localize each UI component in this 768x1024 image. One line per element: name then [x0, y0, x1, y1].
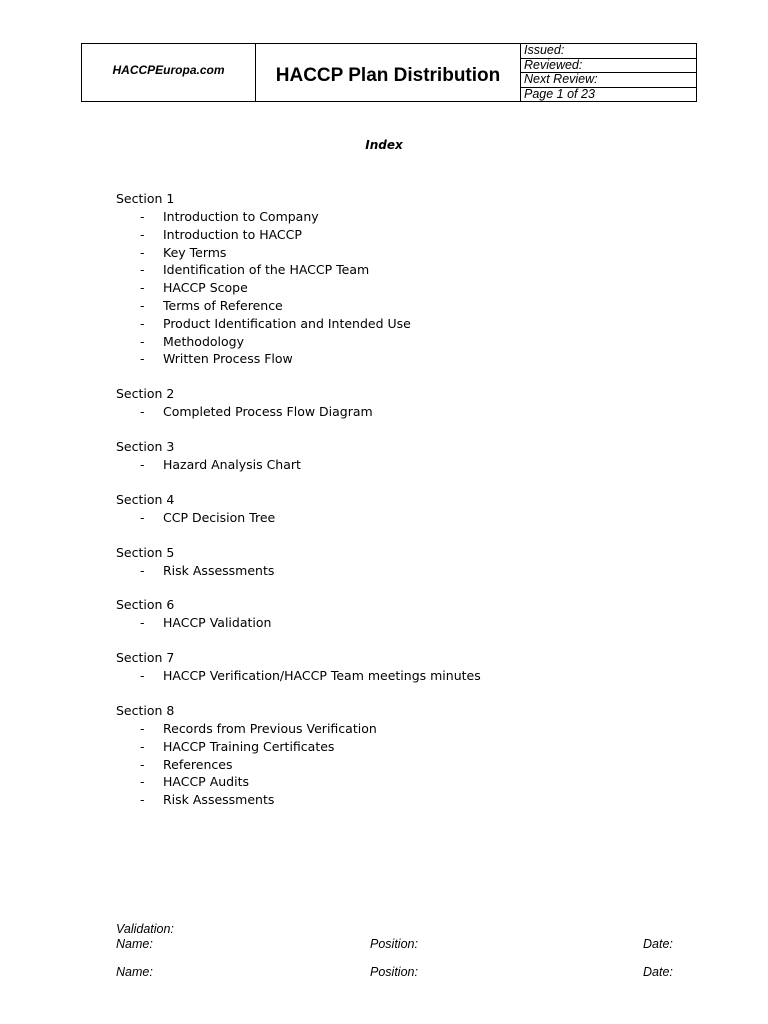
index-item: [116, 509, 676, 527]
bullet-dash: -: [140, 509, 145, 525]
document-title: HACCP Plan Distribution: [256, 44, 521, 101]
section-title: Section 7: [116, 650, 175, 666]
bullet-dash: -: [140, 226, 145, 242]
signature-row: [116, 937, 676, 952]
index-item-label: Methodology: [163, 333, 244, 349]
index-item: [116, 350, 676, 368]
section-title: Section 5: [116, 544, 175, 560]
section-title: Section 6: [116, 597, 175, 613]
index-item: [116, 279, 676, 297]
name-label: Name:: [116, 965, 153, 979]
index-item-label: Key Terms: [163, 244, 227, 260]
index-item: [116, 791, 676, 809]
index-item-label: HACCP Validation: [163, 615, 272, 631]
index-section: [116, 491, 676, 527]
index-item: [116, 261, 676, 279]
position-label: Position:: [370, 937, 418, 951]
index-item-label: Records from Previous Verification: [163, 720, 377, 736]
date-label: Date:: [643, 965, 673, 979]
index-item: [116, 226, 676, 244]
index-item: [116, 208, 676, 226]
index-item-label: Introduction to HACCP: [163, 226, 302, 242]
index-item-label: CCP Decision Tree: [163, 509, 276, 525]
index-heading: Index: [365, 138, 403, 152]
next-review-field: Next Review:: [521, 73, 696, 88]
section-title: Section 2: [116, 386, 175, 402]
index-item-label: References: [163, 756, 233, 772]
signature-row: [116, 965, 676, 980]
bullet-dash: -: [140, 315, 145, 331]
index-item: [116, 738, 676, 756]
index-item-label: HACCP Audits: [163, 774, 249, 790]
section-title: Section 8: [116, 702, 175, 718]
company-logo-text: HACCPEuropa.com: [82, 44, 256, 101]
validation-label: Validation:: [116, 922, 174, 936]
index-section: [116, 702, 676, 809]
bullet-dash: -: [140, 668, 145, 684]
index-item-label: Written Process Flow: [163, 351, 293, 367]
bullet-dash: -: [140, 792, 145, 808]
date-label: Date:: [643, 937, 673, 951]
index-item: [116, 456, 676, 474]
index-item-label: HACCP Training Certificates: [163, 738, 335, 754]
document-header: [81, 43, 697, 102]
index-section: [116, 385, 676, 421]
validation-block: [116, 922, 676, 980]
index-item-label: Risk Assessments: [163, 792, 275, 808]
index-item: [116, 315, 676, 333]
bullet-dash: -: [140, 244, 145, 260]
index-item: [116, 667, 676, 685]
index-item-label: Completed Process Flow Diagram: [163, 404, 373, 420]
index-item: [116, 756, 676, 774]
index-item-label: Introduction to Company: [163, 209, 319, 224]
bullet-dash: -: [140, 720, 145, 736]
name-label: Name:: [116, 937, 153, 951]
index-item-label: HACCP Scope: [163, 280, 248, 296]
bullet-dash: -: [140, 738, 145, 754]
bullet-dash: -: [140, 562, 145, 578]
bullet-dash: -: [140, 756, 145, 772]
index-section: [116, 649, 676, 685]
index-item-label: Product Identification and Intended Use: [163, 315, 411, 331]
index-section: [116, 438, 676, 474]
position-label: Position:: [370, 965, 418, 979]
index-section: [116, 596, 676, 632]
bullet-dash: -: [140, 333, 145, 349]
section-title: Section 3: [116, 438, 175, 454]
bullet-dash: -: [140, 280, 145, 296]
index-item-label: Identification of the HACCP Team: [163, 262, 370, 278]
index-section: [116, 544, 676, 580]
document-meta-block: [521, 44, 696, 101]
index-item-label: Risk Assessments: [163, 562, 275, 578]
section-title: Section 1: [116, 191, 175, 206]
bullet-dash: -: [140, 404, 145, 420]
section-title: Section 4: [116, 491, 175, 507]
index-item-label: HACCP Verification/HACCP Team meetings minutes: [163, 668, 481, 684]
bullet-dash: -: [140, 209, 145, 224]
issued-field: Issued:: [521, 44, 696, 59]
page-number: Page 1 of 23: [524, 86, 595, 101]
index-item: [116, 403, 676, 421]
bullet-dash: -: [140, 774, 145, 790]
index-item: [116, 614, 676, 632]
reviewed-field: Reviewed:: [521, 59, 696, 74]
index-item: [116, 562, 676, 580]
bullet-dash: -: [140, 351, 145, 367]
index-section: [116, 190, 676, 368]
bullet-dash: -: [140, 297, 145, 313]
bullet-dash: -: [140, 456, 145, 472]
bullet-dash: -: [140, 615, 145, 631]
index-item: [116, 244, 676, 262]
index-item-label: Hazard Analysis Chart: [163, 456, 301, 472]
bullet-dash: -: [140, 262, 145, 278]
index-item-label: Terms of Reference: [163, 297, 283, 313]
index-item: [116, 333, 676, 351]
index-item: [116, 773, 676, 791]
index-sections: [116, 190, 676, 826]
index-item: [116, 720, 676, 738]
index-item: [116, 297, 676, 315]
